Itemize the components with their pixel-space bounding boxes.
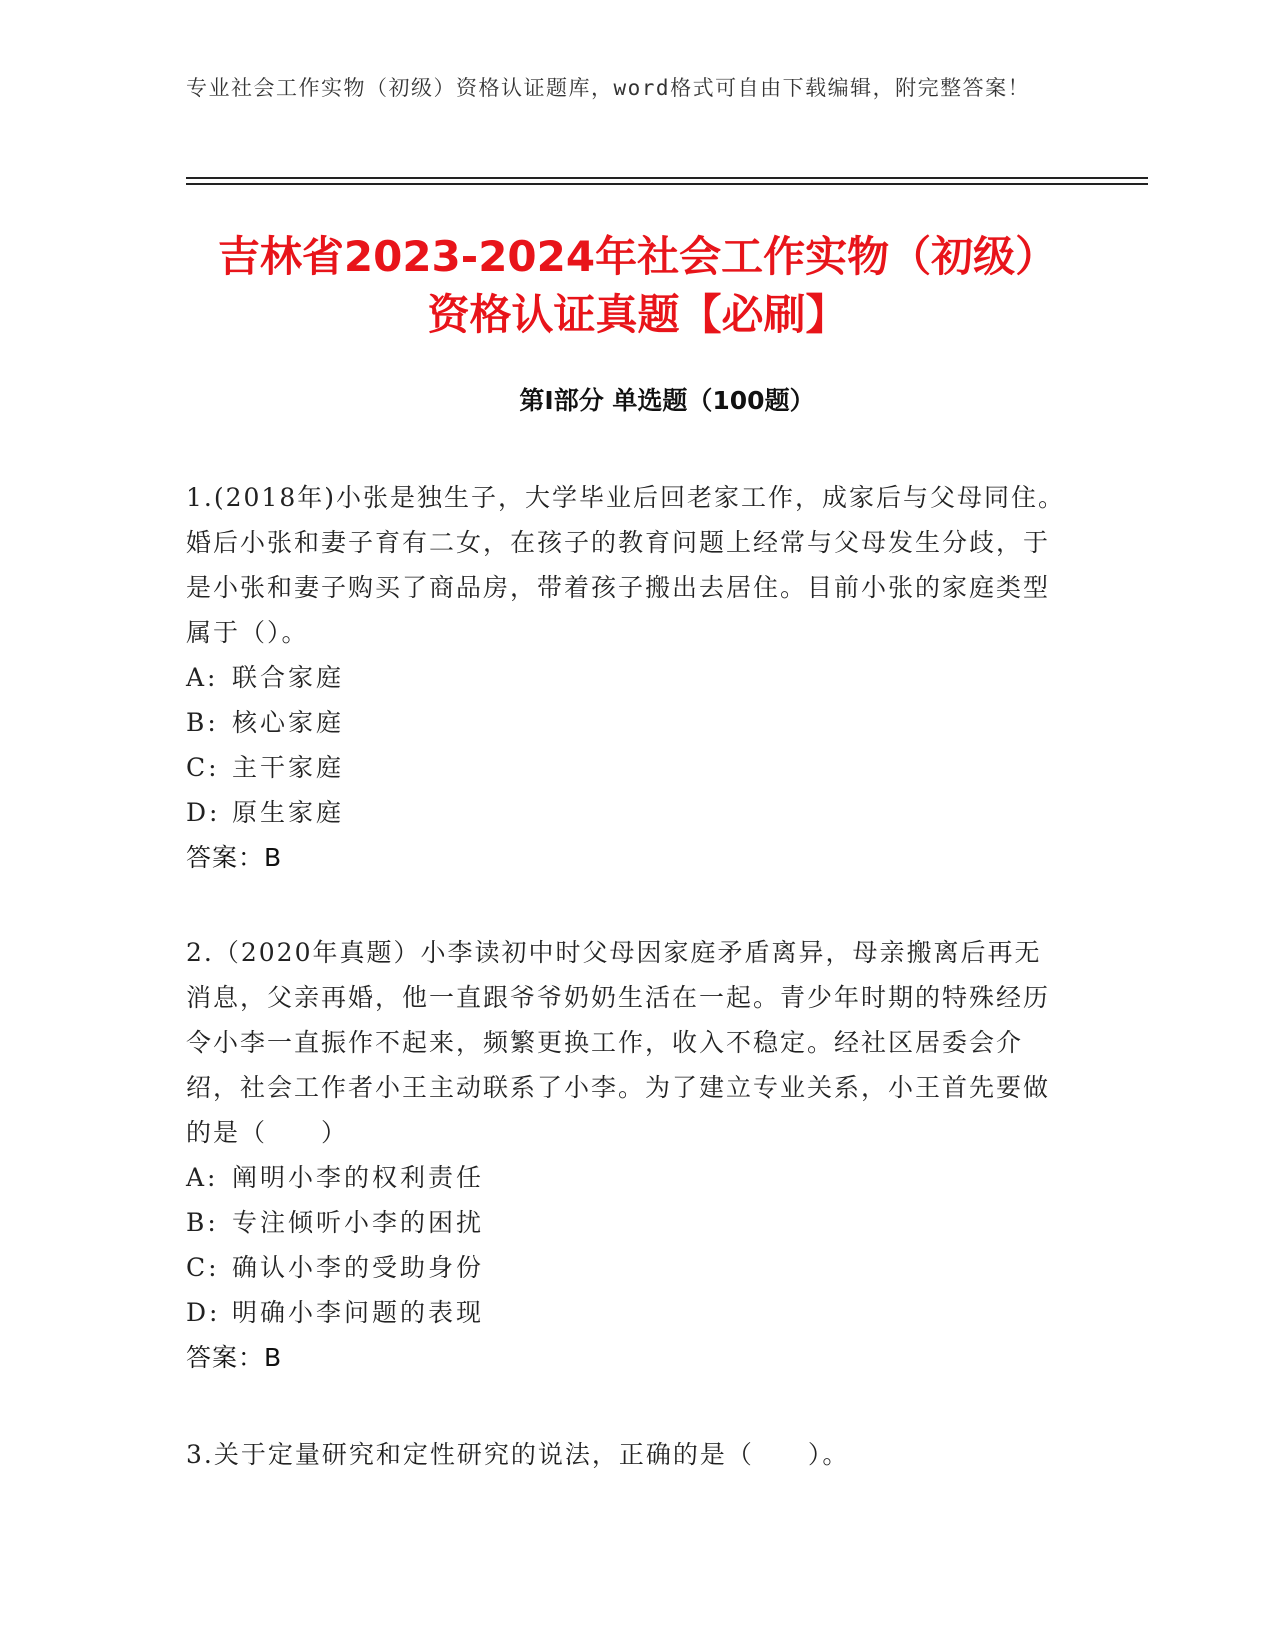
option-key: D: — [186, 798, 221, 827]
option-text: 专注倾听小李的困扰 — [232, 1208, 485, 1237]
section-heading: 第Ⅰ部分 单选题（100题） — [519, 386, 815, 415]
option-d — [186, 1290, 1066, 1335]
option-key: A: — [186, 1163, 219, 1192]
header-divider-top — [186, 177, 1148, 179]
option-key: A: — [186, 663, 219, 692]
option-key: C: — [186, 753, 220, 782]
option-text: 明确小李问题的表现 — [232, 1298, 485, 1327]
option-d — [186, 790, 1066, 835]
option-c — [186, 1245, 1066, 1290]
option-a — [186, 1155, 1066, 1200]
question-text: 2.（2020年真题）小李读初中时父母因家庭矛盾离异，母亲搬离后再无消息，父亲再婚，他一直跟爷爷奶奶生活在一起。青少年时期的特殊经历令小李一直振作不起来，频繁更换工作，收入不稳定。经社区居委会介绍，社会工作者小王主动联系了小李。为了建立专业关系，小王首先要做的是（ ） — [186, 938, 1051, 1147]
option-text: 核心家庭 — [232, 708, 345, 737]
question-1 — [186, 475, 1066, 880]
question-3 — [186, 1432, 1066, 1477]
header-note: 专业社会工作实物（初级）资格认证题库，word格式可自由下载编辑，附完整答案！ — [186, 76, 1031, 100]
option-text: 阐明小李的权利责任 — [232, 1163, 485, 1192]
option-text: 主干家庭 — [232, 753, 345, 782]
option-key: B: — [186, 1208, 219, 1237]
option-c — [186, 745, 1066, 790]
option-key: D: — [186, 1298, 221, 1327]
option-b — [186, 1200, 1066, 1245]
answer-line: 答案：B — [186, 1343, 283, 1372]
document-title-line2: 资格认证真题【必刷】 — [427, 290, 848, 339]
answer-line: 答案：B — [186, 843, 283, 872]
option-key: B: — [186, 708, 219, 737]
option-text: 联合家庭 — [232, 663, 345, 692]
option-a — [186, 655, 1066, 700]
question-2 — [186, 930, 1066, 1380]
question-text: 1.(2018年)小张是独生子，大学毕业后回老家工作，成家后与父母同住。婚后小张和妻子育有二女，在孩子的教育问题上经常与父母发生分歧，于是小张和妻子购买了商品房，带着孩子搬出去居住。目前小张的家庭类型属于（）。 — [186, 483, 1065, 647]
option-text: 确认小李的受助身份 — [232, 1253, 485, 1282]
document-title — [130, 228, 1145, 344]
option-text: 原生家庭 — [232, 798, 345, 827]
header-divider-bottom — [186, 183, 1148, 185]
question-text: 3.关于定量研究和定性研究的说法，正确的是（ ）。 — [186, 1440, 850, 1469]
option-b — [186, 700, 1066, 745]
option-key: C: — [186, 1253, 220, 1282]
document-title-line1: 吉林省2023-2024年社会工作实物（初级） — [217, 232, 1058, 281]
